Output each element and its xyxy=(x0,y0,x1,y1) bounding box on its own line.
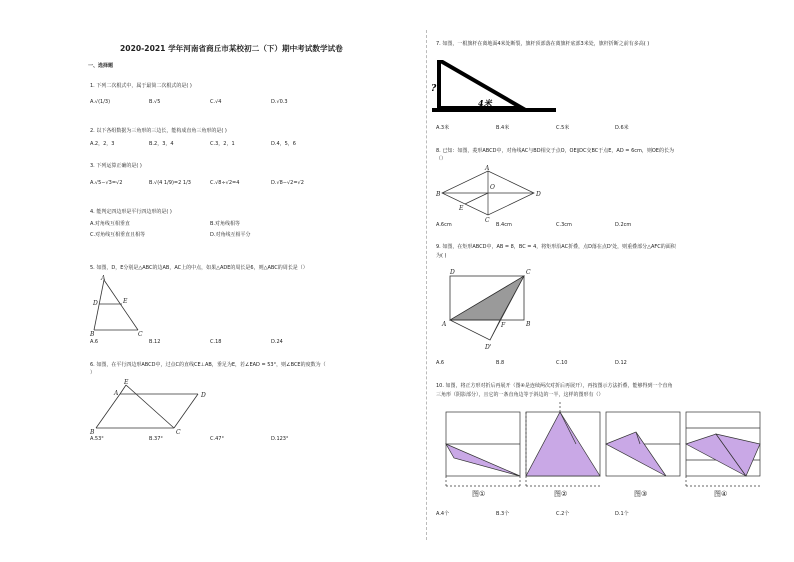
q10-caption-4: 图④ xyxy=(714,490,728,498)
q9-label-f: F xyxy=(501,322,506,329)
q7-label-4m: 4米 xyxy=(478,98,492,108)
q1-option-a: A.√(1/3) xyxy=(90,99,111,105)
q6-label-e: E xyxy=(124,379,129,386)
q4-option-d: D.对角线互相平分 xyxy=(210,232,251,238)
question-7: 7. 如图，一根旗杆在离地面4米处断裂，旗杆顶部落在离旗杆底部3米处，旗杆折断之前有多高( ) xyxy=(436,41,650,47)
q8-label-e: E xyxy=(459,205,464,212)
question-10: 10. 如图，将正方形对折后再展开（图④是连续两次对折后再展开），再按图示方法折叠，能够得到一个直角 xyxy=(436,383,673,389)
q7-option-c: C.5米 xyxy=(556,125,570,131)
question-5: 5. 如图，D，E分别是△ABC的边AB，AC上的中点，如果△ADE的周长是6，则△ABC的周长是（） xyxy=(90,265,308,271)
q9-label-c: C xyxy=(526,269,531,276)
q5-label-d: D xyxy=(93,300,98,307)
q6-option-c: C.47° xyxy=(210,436,224,442)
q3-option-c: C.√8÷√2=4 xyxy=(210,180,240,186)
q6-label-d: D xyxy=(201,392,206,399)
q8-label-a: A xyxy=(485,165,490,172)
q8-option-d: D.2cm xyxy=(615,222,632,228)
question-2: 2. 以下各组数据为三角形的三边长，能构成直角三角形的是( ) xyxy=(90,128,227,134)
question-6: 6. 如图，在平行四边形ABCD中，过点C的直线CE⊥AB，垂足为E，若∠EAD = 53°，则∠BCE的度数为（ xyxy=(90,362,326,368)
question-1: 1. 下列二次根式中，属于最简二次根式的是( ) xyxy=(90,83,192,89)
q10-option-c: C.2个 xyxy=(556,511,570,517)
q5-triangle-figure xyxy=(86,274,156,336)
q9-rectangle-figure xyxy=(440,264,540,352)
q7-label-question: ? xyxy=(431,84,437,94)
q7-flagpole-figure xyxy=(430,60,560,114)
q6-label-c: C xyxy=(176,429,181,436)
q10-option-a: A.4个 xyxy=(436,511,450,517)
q10-fold-figures xyxy=(440,402,764,498)
q5-label-b: B xyxy=(90,331,95,336)
q2-option-d: D.4，5，6 xyxy=(271,141,296,147)
q6-option-a: A.53° xyxy=(90,436,104,442)
q10-figure-3 xyxy=(606,412,680,476)
q7-option-d: D.6米 xyxy=(615,125,629,131)
q6-parallelogram-figure xyxy=(86,378,218,436)
q8-label-o: O xyxy=(490,184,495,191)
q10-figure-1 xyxy=(446,412,520,486)
q6-label-b: B xyxy=(90,429,95,436)
q2-option-a: A.2，2，3 xyxy=(90,141,115,147)
q5-option-c: C.18 xyxy=(210,339,222,345)
q7-option-b: B.4米 xyxy=(496,125,510,131)
question-8: 8. 已知：如图，菱形ABCD中，对角线AC与BD相交于点O，OE∥DC交BC于点E，AD = 6cm，则OE的长为 xyxy=(436,148,674,154)
page-title: 2020-2021 学年河南省商丘市某校初二（下）期中考试数学试卷 xyxy=(120,44,343,53)
question-8-line2: （） xyxy=(436,156,447,162)
q9-label-d: D xyxy=(450,269,455,276)
q6-option-d: D.123° xyxy=(271,436,289,442)
q7-option-a: A.3米 xyxy=(436,125,450,131)
q9-label-b: B xyxy=(526,321,531,328)
q10-figure-2 xyxy=(526,402,600,486)
q5-option-a: A.6 xyxy=(90,339,99,345)
q9-label-d-prime: D' xyxy=(485,344,492,351)
q8-option-a: A.6cm xyxy=(436,222,452,228)
q1-option-c: C.√4 xyxy=(210,99,222,105)
q5-option-b: B.12 xyxy=(149,339,161,345)
question-4: 4. 能判定四边形是平行四边形的是( ) xyxy=(90,209,172,215)
q5-option-d: D.24 xyxy=(271,339,283,345)
q6-option-b: B.37° xyxy=(149,436,163,442)
q8-option-b: B.4cm xyxy=(496,222,512,228)
q5-label-c: C xyxy=(138,331,143,336)
q8-label-c: C xyxy=(485,217,490,222)
q9-label-a: A xyxy=(442,321,447,328)
q8-option-c: C.3cm xyxy=(556,222,572,228)
q9-option-b: B.8 xyxy=(496,360,505,366)
question-9-line2: 为( ) xyxy=(436,253,447,259)
question-6-line2: ） xyxy=(90,370,96,376)
question-3: 3. 下列运算正确的是( ) xyxy=(90,163,142,169)
q8-label-d: D xyxy=(536,191,541,198)
q1-option-d: D.√0.3 xyxy=(271,99,288,105)
question-9: 9. 如图，在矩形ABCD中，AB = 8，BC = 4，将矩形沿AC折叠，点D落在点D'处，则重叠部分△AFC的面积 xyxy=(436,244,676,250)
q4-option-c: C.对角线互相垂直且相等 xyxy=(90,232,146,238)
q9-option-d: D.12 xyxy=(615,360,627,366)
q10-option-d: D.1个 xyxy=(615,511,629,517)
section-heading: 一、选择题 xyxy=(88,63,114,69)
q9-option-c: C.10 xyxy=(556,360,568,366)
q10-caption-1: 图① xyxy=(472,490,486,498)
q4-option-b: B.对角线相等 xyxy=(210,221,241,227)
q5-label-e: E xyxy=(123,298,128,305)
q6-label-a: A xyxy=(114,390,119,397)
fold-line xyxy=(426,30,427,540)
q5-label-a: A xyxy=(101,275,106,282)
q4-option-a: A.对角线互相垂直 xyxy=(90,221,130,227)
q10-caption-3: 图③ xyxy=(634,490,648,498)
q8-label-b: B xyxy=(436,191,441,198)
q2-option-c: C.3，2，1 xyxy=(210,141,235,147)
q10-figure-4 xyxy=(686,412,760,486)
q8-rhombus-figure xyxy=(434,164,544,222)
q3-option-b: B.√(4 1/9)=2 1/3 xyxy=(149,180,191,186)
question-10-line2: 三角形（阴影部分），且它的一条直角边等于斜边的一半，这样的图形有（） xyxy=(436,392,604,398)
q9-option-a: A.6 xyxy=(436,360,445,366)
q3-option-a: A.√5−√3=√2 xyxy=(90,180,123,186)
q10-caption-2: 图② xyxy=(554,490,568,498)
q2-option-b: B.2，3，4 xyxy=(149,141,174,147)
q3-option-d: D.√8−√2=√2 xyxy=(271,180,304,186)
q10-option-b: B.3个 xyxy=(496,511,510,517)
q1-option-b: B.√5 xyxy=(149,99,161,105)
